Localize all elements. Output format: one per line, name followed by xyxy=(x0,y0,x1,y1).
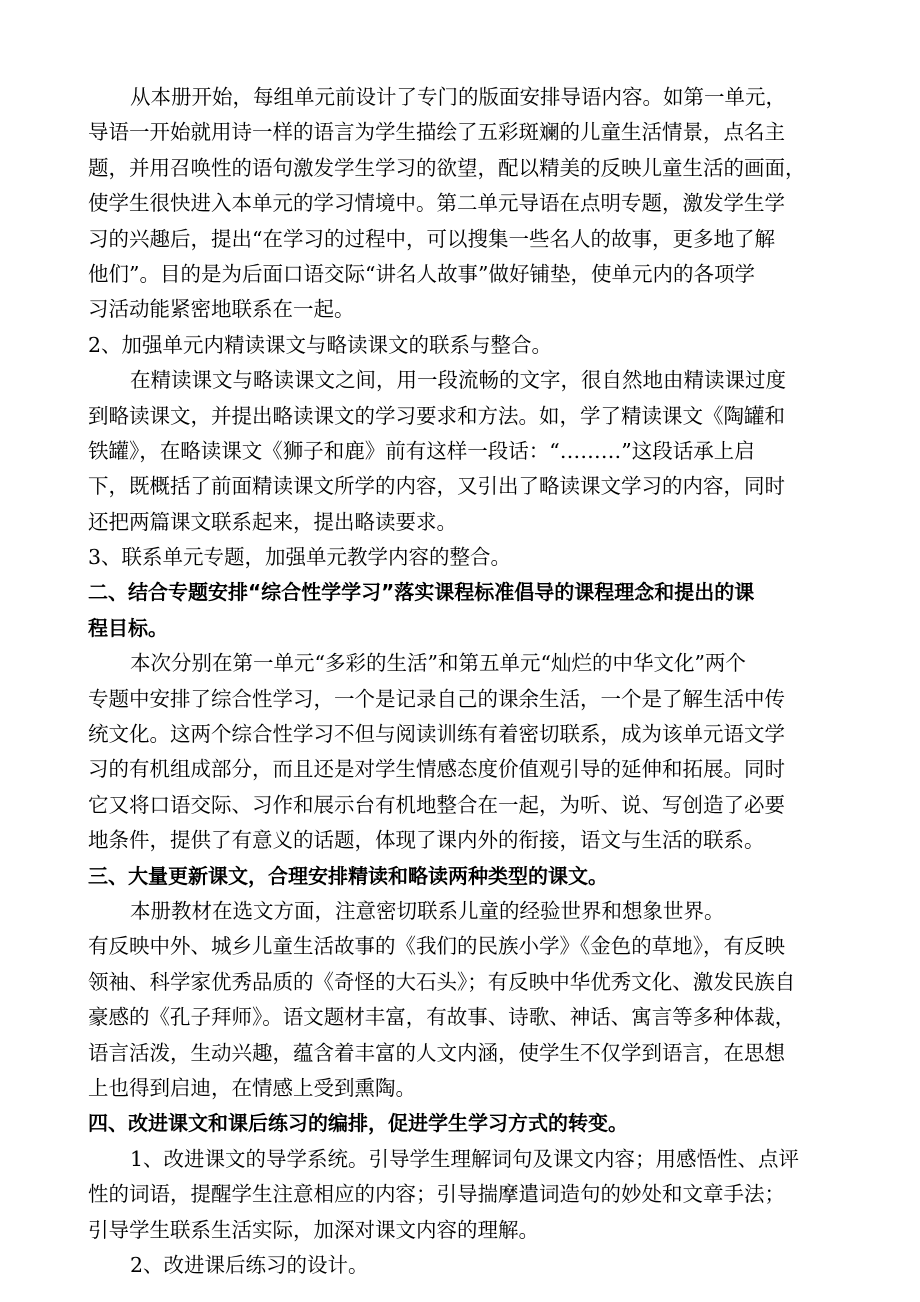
text-line: 使学生很快进入本单元的学习情境中。第二单元导语在点明专题，激发学生学 xyxy=(88,191,785,216)
text-line: 习的兴趣后，提出“在学习的过程中，可以搜集一些名人的故事，更多地了解 xyxy=(88,226,775,251)
text-line: 有反映中外、城乡儿童生活故事的《我们的民族小学》《金色的草地》，有反映 xyxy=(88,934,785,959)
text-line: 上也得到启迪，在情感上受到熏陶。 xyxy=(88,1075,416,1100)
text-line: 2、加强单元内精读课文与略读课文的联系与整合。 xyxy=(88,332,553,357)
document-page xyxy=(88,80,848,1283)
text-line: 豪感的《孔子拜师》。语文题材丰富，有故事、诗歌、神话、寓言等多种体裁， xyxy=(88,1005,796,1030)
section-heading-line: 二、结合专题安排“综合性学学习”落实课程标准倡导的课程理念和提出的课 xyxy=(88,580,755,605)
text-line: 本册教材在选文方面，注意密切联系儿童的经验世界和想象世界。 xyxy=(130,898,725,923)
text-line: 本次分别在第一单元“多彩的生活”和第五单元“灿烂的中华文化”两个 xyxy=(130,651,746,676)
text-line: 习活动能紧密地联系在一起。 xyxy=(88,297,355,322)
text-line: 引导学生联系生活实际，加深对课文内容的理解。 xyxy=(88,1217,539,1242)
text-line: 铁罐》，在略读课文《狮子和鹿》前有这样一段话：“………”这段话承上启 xyxy=(88,438,755,463)
text-line: 领袖、科学家优秀品质的《奇怪的大石头》；有反映中华优秀文化、激发民族自 xyxy=(88,969,796,994)
text-line: 还把两篇课文联系起来，提出略读要求。 xyxy=(88,509,457,534)
text-line: 从本册开始，每组单元前设计了专门的版面安排导语内容。如第一单元， xyxy=(130,85,786,109)
section-heading-line: 四、改进课文和课后练习的编排，促进学生学习方式的转变。 xyxy=(88,1111,628,1136)
text-line: 习的有机组成部分，而且还是对学生情感态度价值观引导的延伸和拓展。同时 xyxy=(88,757,785,782)
text-line: 到略读课文，并提出略读课文的学习要求和方法。如，学了精读课文《陶罐和 xyxy=(88,403,785,428)
section-heading-line: 程目标。 xyxy=(88,615,168,640)
section-heading-line: 三、大量更新课文，合理安排精读和略读两种类型的课文。 xyxy=(88,863,608,888)
text-line: 3、联系单元专题，加强单元教学内容的整合。 xyxy=(88,545,512,570)
text-line: 在精读课文与略读课文之间，用一段流畅的文字，很自然地由精读课过度 xyxy=(130,368,786,393)
text-line: 专题中安排了综合性学习，一个是记录自己的课余生活，一个是了解生活中传 xyxy=(88,686,785,711)
text-line: 它又将口语交际、习作和展示台有机地整合在一起，为听、说、写创造了必要 xyxy=(88,792,785,817)
text-line: 他们”。目的是为后面口语交际“讲名人故事”做好铺垫，使单元内的各项学 xyxy=(88,261,755,286)
text-line: 1、改进课文的导学系统。引导学生理解词句及课文内容；用感悟性、点评 xyxy=(130,1146,800,1171)
text-line: 2、改进课后练习的设计。 xyxy=(130,1252,369,1277)
text-line: 导语一开始就用诗一样的语言为学生描绘了五彩斑斓的儿童生活情景，点名主 xyxy=(88,120,785,145)
text-line: 地条件，提供了有意义的话题，体现了课内外的衔接，语文与生活的联系。 xyxy=(88,828,765,853)
text-line: 下，既概括了前面精读课文所学的内容，又引出了略读课文学习的内容，同时 xyxy=(88,474,785,499)
text-line: 性的词语，提醒学生注意相应的内容；引导揣摩遣词造句的妙处和文章手法； xyxy=(88,1182,785,1207)
text-line: 语言活泼，生动兴趣，蕴含着丰富的人文内涵，使学生不仅学到语言，在思想 xyxy=(88,1040,785,1065)
text-line: 统文化。这两个综合性学习不但与阅读训练有着密切联系，成为该单元语文学 xyxy=(88,722,785,747)
text-line: 题，并用召唤性的语句激发学生学习的欲望，配以精美的反映儿童生活的画面， xyxy=(88,155,806,180)
